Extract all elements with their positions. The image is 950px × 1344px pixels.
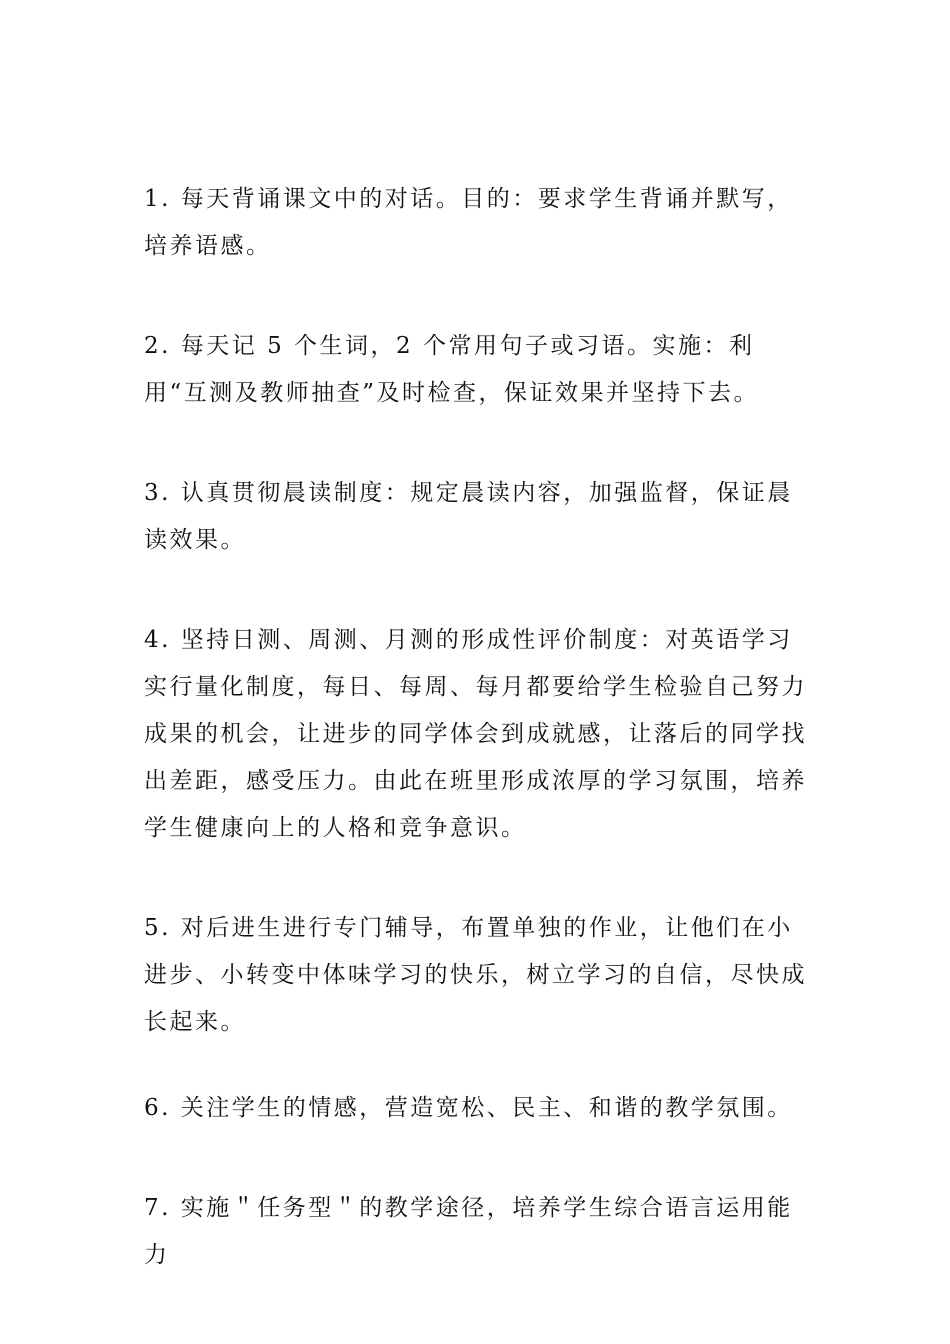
paragraph-3: 3. 认真贯彻晨读制度：规定晨读内容，加强监督，保证晨读效果。 xyxy=(144,480,793,553)
paragraph-7: 7. 实施＂任务型＂的教学途径，培养学生综合语言运用能力 xyxy=(144,1195,793,1268)
paragraph-6: 6. 关注学生的情感，营造宽松、民主、和谐的教学氛围。 xyxy=(144,1095,793,1121)
paragraph-4: 4. 坚持日测、周测、月测的形成性评价制度：对英语学习实行量化制度，每日、每周、每月都要给学生检验自己努力成果的机会，让进步的同学体会到成就感，让落后的同学找出差距，感受压力。由此在班里形成浓厚的学习氛围，培养学生健康向上的人格和竞争意识。 xyxy=(144,627,807,841)
paragraph-5: 5. 对后进生进行专门辅导，布置单独的作业，让他们在小进步、小转变中体味学习的快乐，树立学习的自信，尽快成长起来。 xyxy=(144,915,807,1035)
paragraph-1: 1. 每天背诵课文中的对话。目的：要求学生背诵并默写，培养语感。 xyxy=(144,186,793,259)
paragraph-2: 2. 每天记 5 个生词，2 个常用句子或习语。实施：利用“互测及教师抽查”及时检查，保证效果并坚持下去。 xyxy=(144,333,760,406)
document-body xyxy=(144,176,816,1279)
